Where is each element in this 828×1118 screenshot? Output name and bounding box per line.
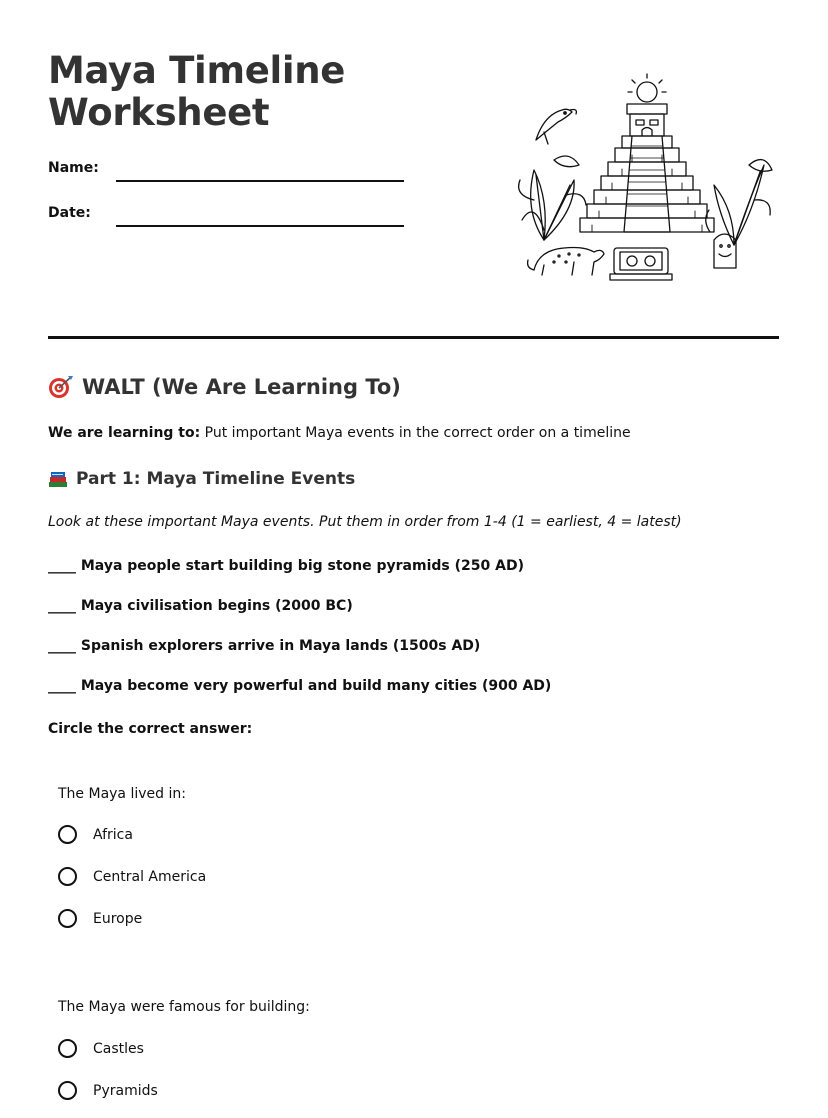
option-pyramids[interactable] [58,1081,158,1100]
section-divider [48,336,779,339]
event-item[interactable] [48,678,551,694]
event-text: Maya civilisation begins (2000 BC) [80,598,353,614]
name-field[interactable] [116,180,404,182]
option-label: Europe [93,910,143,927]
option-central-america[interactable] [58,867,206,886]
walt-lead: We are learning to: [48,425,201,441]
event-text: Maya become very powerful and build many cities (900 AD) [80,678,552,694]
question-1: The Maya lived in: [58,786,186,802]
radio-circle[interactable] [58,909,77,928]
date-label: Date: [48,205,91,221]
maya-pyramid-illustration [514,70,776,285]
title-line-1: Maya Timeline [48,49,346,92]
option-label: Africa [93,826,133,843]
part1-heading [48,469,355,489]
event-blank: ____ [48,678,76,694]
option-label: Central America [93,868,207,885]
option-castles[interactable] [58,1039,144,1058]
walt-heading [48,375,401,399]
radio-circle[interactable] [58,1039,77,1058]
option-label: Castles [93,1040,144,1057]
leaves-right-icon [706,160,772,245]
part1-heading-text: Part 1: Maya Timeline Events [76,469,356,489]
radio-circle[interactable] [58,867,77,886]
event-blank: ____ [48,558,76,574]
event-text: Maya people start building big stone pyramids (250 AD) [80,558,524,574]
radio-circle[interactable] [58,825,77,844]
walt-text: Put important Maya events in the correct order on a timeline [204,425,631,441]
jaguar-icon [528,248,604,276]
leaves-left-icon [519,156,586,240]
target-icon [48,375,74,399]
walt-heading-text: WALT (We Are Learning To) [82,375,401,399]
event-text: Spanish explorers arrive in Maya lands (1500s AD) [80,638,481,654]
name-label: Name: [48,160,99,176]
event-item[interactable] [48,558,524,574]
event-blank: ____ [48,638,76,654]
sun-icon [628,74,666,102]
title-line-2: Worksheet [48,91,270,134]
carved-stone-icon [610,248,672,280]
option-europe[interactable] [58,909,142,928]
question-2: The Maya were famous for building: [58,999,310,1015]
circle-answer-heading: Circle the correct answer: [48,721,253,737]
books-icon [48,470,68,488]
walt-statement [48,425,631,441]
radio-circle[interactable] [58,1081,77,1100]
event-item[interactable] [48,638,480,654]
event-item[interactable] [48,598,353,614]
page-title [48,50,345,134]
toucan-icon [536,109,576,144]
date-field[interactable] [116,225,404,227]
option-label: Pyramids [93,1082,158,1099]
event-blank: ____ [48,598,76,614]
option-africa[interactable] [58,825,133,844]
stele-icon [714,234,736,268]
part1-instructions: Look at these important Maya events. Put them in order from 1-4 (1 = earliest, 4 = latest) [48,514,682,530]
